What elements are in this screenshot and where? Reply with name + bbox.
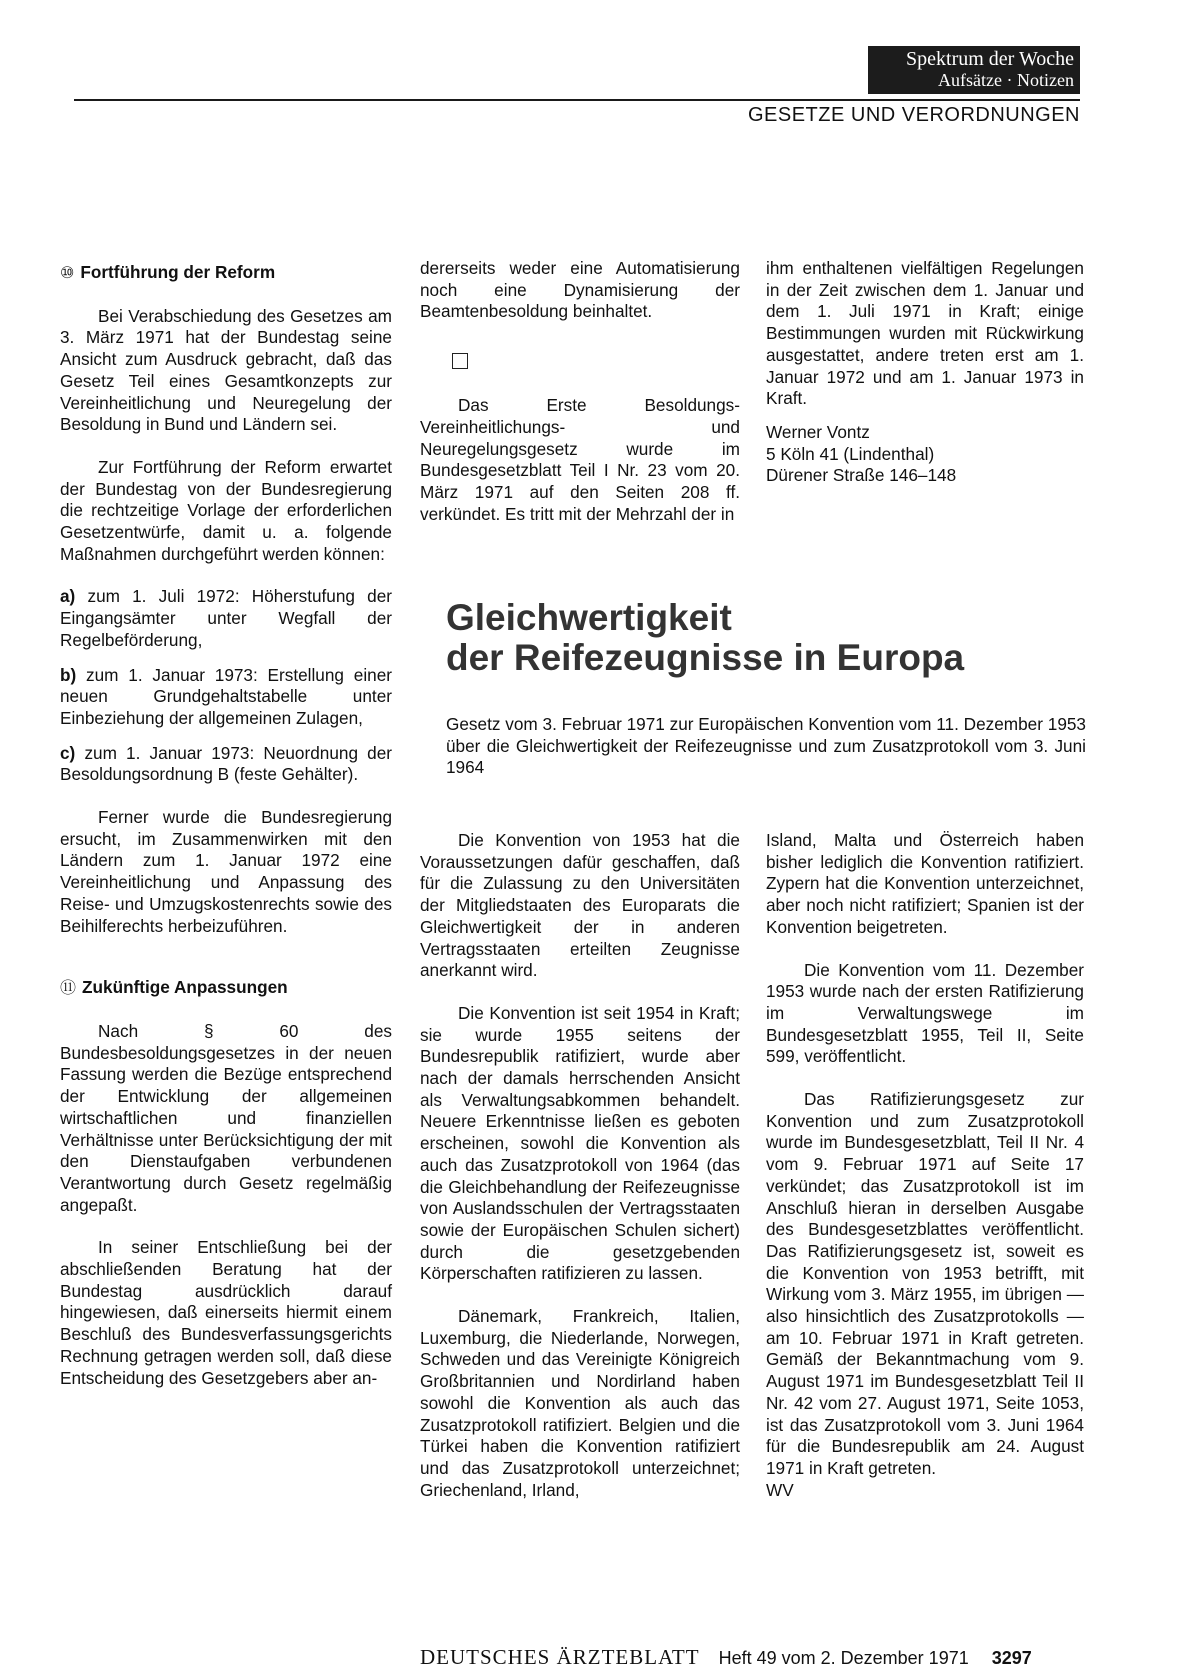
paragraph: Das Erste Besoldungs-Vereinheitlichungs- und Neuregelungsgesetz wurde im Bundesgesetzblatt Teil I Nr. 23 vom 20. März 1971 auf den Seiten 208 ff. verkündet. Es tritt mit der Mehrzahl der in <box>420 395 740 524</box>
badge-line-1: Spektrum der Woche <box>906 48 1074 70</box>
badge-line-2: Aufsätze · Notizen <box>938 70 1074 90</box>
heading-11: ⑪ Zukünftige Anpassungen <box>60 977 288 998</box>
author-address-line: Dürener Straße 146–148 <box>766 465 957 486</box>
heading-number: ⑩ <box>60 265 75 282</box>
paragraph: Bei Verabschiedung des Gesetzes am 3. März 1971 hat der Bundestag seine Ansicht zum Ausdruck gebracht, daß das Gesetz Teil eines Gesamtkonzepts zur Vereinheitlichung und Neuregelung der Besoldung in Bund und Ländern sei. <box>60 305 392 435</box>
paragraph: Zur Fortführung der Reform erwartet der Bundestag von der Bundesregierung die rechtzeitige Vorlage der erforderlichen Gesetzentwürfe, damit u. a. folgende Maßnahmen durchgeführt werden können: <box>60 456 392 564</box>
section-header: GESETZE UND VERORDNUNGEN <box>747 104 1080 126</box>
author-address-line: 5 Köln 41 (Lindenthal) <box>766 443 935 464</box>
paragraph: Die Konvention von 1953 hat die Voraussetzungen dafür geschaffen, daß für die Zulassung zu den Universitäten der Mitgliedstaaten des Europarats die Gleichwertigkeit der in anderen Vertragsstaaten erteilten Zeugnisse anerkannt wird. <box>420 830 740 981</box>
signoff: WV <box>766 1479 794 1500</box>
page-footer <box>420 1645 1084 1670</box>
issue-info: Heft 49 vom 2. Dezember 1971 <box>718 1648 969 1668</box>
heading-number: ⑪ <box>60 980 77 998</box>
page-number: 3297 <box>991 1648 1032 1668</box>
paragraph: Dänemark, Frankreich, Italien, Luxemburg, die Niederlande, Norwegen, Schweden und das Vereinigte Königreich Großbritannien und Nordirland haben sowohl die Konvention als auch das Zusatzprotokoll ratifiziert. Belgien und die Türkei haben die Konvention ratifiziert und das Zusatzprotokoll unterzeichnet; Griechenland, Irland, <box>420 1306 740 1500</box>
article-subtitle: Gesetz vom 3. Februar 1971 zur Europäischen Konvention vom 11. Dezember 1953 über die Gleichwertigkeit der Reifezeugnisse und zum Zusatzprotokoll vom 3. Juni 1964 <box>446 714 1086 778</box>
section-badge <box>868 46 1080 94</box>
column-3-top <box>766 258 1084 487</box>
heading-10: ⑩ Fortführung der Reform <box>60 262 276 282</box>
list-item-a: a) zum 1. Juli 1972: Höherstufung der Eingangsämter unter Wegfall der Regelbeförderung, <box>60 586 392 650</box>
author-name: Werner Vontz <box>766 421 870 442</box>
paragraph: Die Konvention vom 11. Dezember 1953 wurde nach der ersten Ratifizierung im Verwaltungswege im Bundesgesetzblatt 1955, Teil II, Seite 599, veröffentlicht. <box>766 959 1084 1067</box>
paragraph: ihm enthaltenen vielfältigen Regelungen in der Zeit zwischen dem 1. Januar und dem 1. Juli 1971 in Kraft; einige Bestimmungen wurden mit Rückwirkung ausgestattet, andere treten erst am 1. Januar 1972 und am 1. Januar 1973 in Kraft. <box>766 258 1084 409</box>
list-item-b: b) zum 1. Januar 1973: Erstellung einer neuen Grundgehaltstabelle unter Einbeziehung der allgemeinen Zulagen, <box>60 664 392 728</box>
column-2-top <box>420 258 740 525</box>
paragraph: Ferner wurde die Bundesregierung ersucht, im Zusammenwirken mit den Ländern zum 1. Januar 1972 eine Vereinheitlichung und Anpassung des Reise- und Umzugskostenrechts sowie des Beihilferechts herbeizuführen. <box>60 807 392 936</box>
article-title: Gleichwertigkeit der Reifezeugnisse in Europa <box>446 597 965 678</box>
paragraph: Das Ratifizierungsgesetz zur Konvention und zum Zusatzprotokoll wurde im Bundesgesetzblatt, Teil II Nr. 4 vom 9. Februar 1971 auf Seite 17 verkündet; das Zusatzprotokoll ist im Anschluß hieran in derselben Ausgabe des Bundesgesetzblattes veröffentlicht. Das Ratifizierungsgesetz ist, soweit es die Konvention von 1953 betrifft, mit Wirkung vom 3. März 1955, im übrigen — also hinsichtlich des Zusatzprotokolls — am 10. Februar 1971 in Kraft getreten. Gemäß der Bekanntmachung vom 9. August 1971 im Bundesgesetzblatt Teil II Nr. 42 vom 27. August 1971, Seite 1053, ist das Zusatzprotokoll vom 3. Juni 1964 für die Bundesrepublik am 24. August 1971 in Kraft getreten. <box>766 1089 1084 1478</box>
paragraph: Nach § 60 des Bundesbesoldungsgesetzes in der neuen Fassung werden die Bezüge entsprechend der Entwicklung der allgemeinen wirtschaftlichen und finanziellen Verhältnisse unter Berücksichtigung der mit den Dienstaufgaben verbundenen Verantwortung durch Gesetz regelmäßig angepaßt. <box>60 1020 392 1215</box>
list-item-c: c) zum 1. Januar 1973: Neuordnung der Besoldungsordnung B (feste Gehälter). <box>60 742 392 785</box>
paragraph: In seiner Entschließung bei der abschließenden Beratung hat der Bundestag ausdrücklich darauf hingewiesen, daß einerseits hiermit einem Beschluß des Bundesverfassungsgerichts Rechnung getragen werden soll, daß diese Entscheidung des Gesetzgebers aber an- <box>60 1237 392 1388</box>
column-1 <box>60 262 392 1389</box>
paragraph: dererseits weder eine Automatisierung noch eine Dynamisierung der Beamtenbesoldung beinhaltet. <box>420 258 740 322</box>
column-2-bottom <box>420 830 740 1501</box>
paragraph: Die Konvention ist seit 1954 in Kraft; sie wurde 1955 seitens der Bundesrepublik ratifiziert, wurde aber nach der damals herrschenden Ansicht als Verwaltungsabkommen behandelt. Neuere Erkenntnisse ließen es geboten erscheinen, sowohl die Konvention als auch das Zusatzprotokoll von 1964 (das die Gleichbehandlung der Reifezeugnisse von Auslandsschulen der Vertragsstaaten sowie der Europäischen Schulen sichert) durch die gesetzgebenden Körperschaften ratifizieren zu lassen. <box>420 1002 740 1284</box>
header-rule <box>74 99 1080 101</box>
magazine-name: DEUTSCHES ÄRZTEBLATT <box>420 1645 700 1669</box>
paragraph: Island, Malta und Österreich haben bisher lediglich die Konvention ratifiziert. Zypern hat die Konvention unterzeichnet, aber noch nicht ratifiziert; Spanien ist der Konvention beigetreten. <box>766 830 1084 937</box>
end-square-icon <box>452 353 468 369</box>
column-3-bottom <box>766 830 1084 1501</box>
